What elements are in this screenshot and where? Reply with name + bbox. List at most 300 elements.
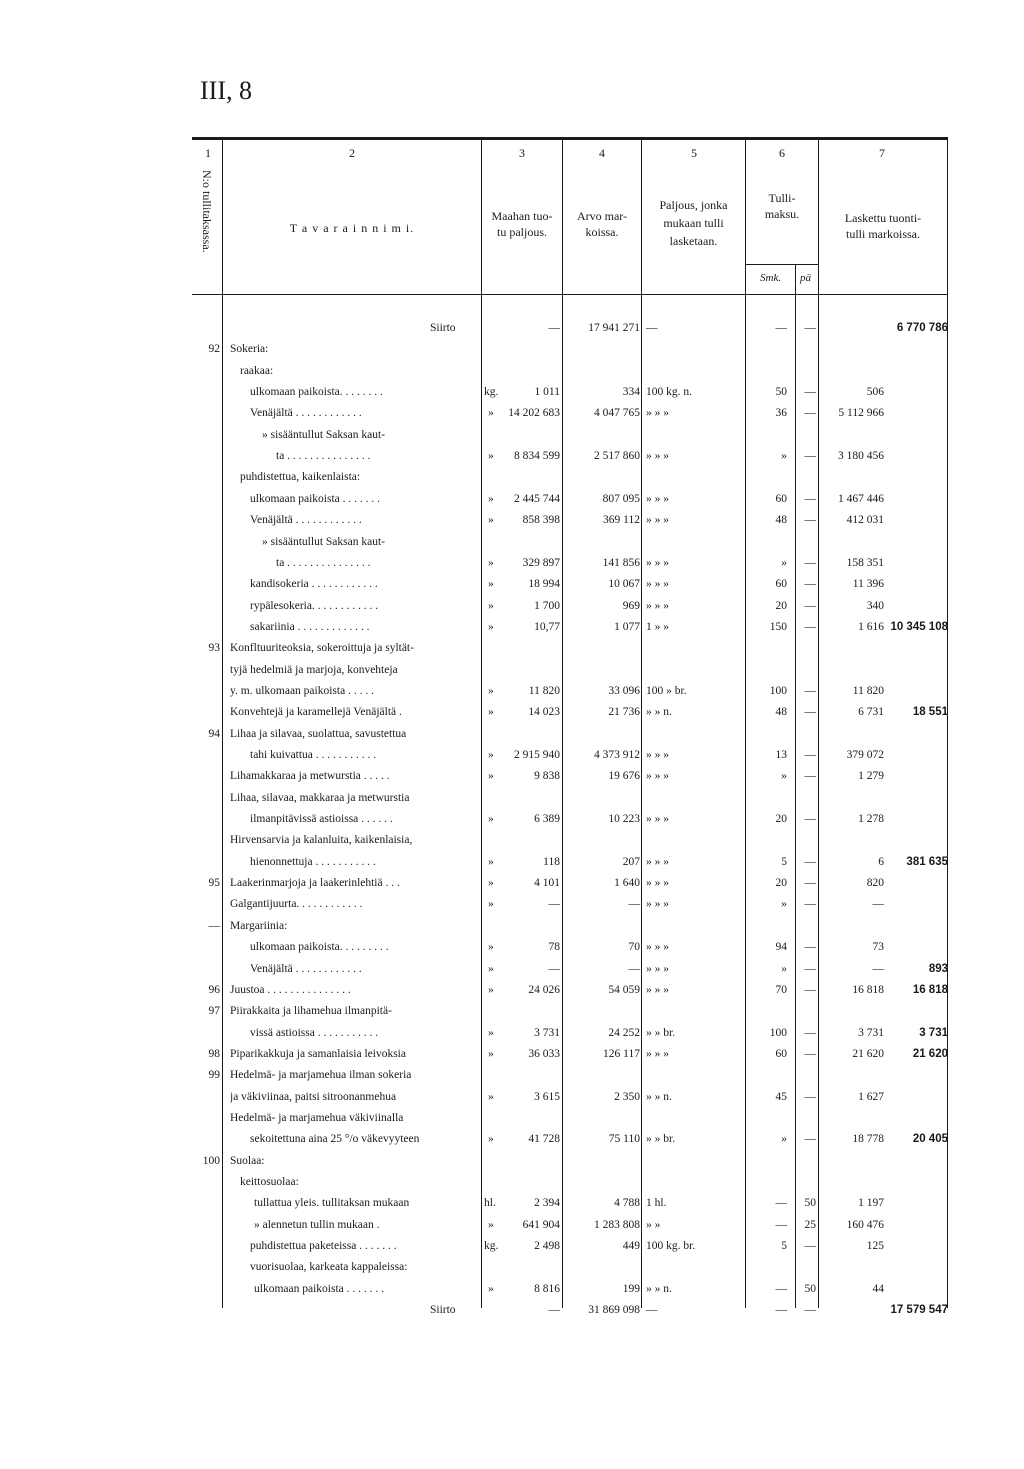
duty-basis: — [646,1304,658,1317]
table-row [0,467,1024,488]
duty-rate-markka: 60 [775,492,787,505]
table-row [0,318,1024,339]
group-total: 16 818 [912,983,948,996]
duty-rate-markka: 20 [775,877,787,890]
duty-rate-markka: 100 [769,684,787,697]
item-name: sakariinia . . . . . . . . . . . . . [250,620,370,633]
header-col5-line2: mukaan tulli [663,216,724,230]
duty-amount: 16 818 [852,983,884,996]
duty-basis: » » » [646,855,669,868]
duty-rate-markka: — [775,1282,787,1295]
unit: » [488,514,494,527]
quantity: 1 011 [534,386,560,399]
unit: » [488,898,494,911]
row-number: 100 [202,1154,220,1167]
duty-basis: » » » [646,578,669,591]
value-markkaa: 24 252 [608,1026,640,1039]
quantity: 641 904 [522,1218,560,1231]
unit: kg. [484,386,499,399]
table-row [0,638,1024,659]
unit: » [488,407,494,420]
table-row [0,660,1024,681]
row-number: 94 [208,727,220,740]
header-bottom-rule [192,294,948,295]
header-col3-line1: Maahan tuo- [491,209,553,223]
header-col5-line1: Paljous, jonka [659,198,728,212]
unit: » [488,620,494,633]
duty-rate-penni: — [804,770,816,783]
duty-rate-penni: 50 [804,1282,816,1295]
table-row [0,361,1024,382]
table-row [0,1023,1024,1044]
value-markkaa: 4 373 912 [594,749,640,761]
duty-amount: 1 616 [858,620,884,633]
table-row [0,425,1024,446]
group-total: 381 635 [906,855,948,868]
row-number: 95 [208,877,220,890]
duty-amount: 820 [866,877,884,890]
duty-rate-penni: — [804,877,816,890]
duty-amount: 73 [872,941,884,954]
value-markkaa: 19 676 [608,770,640,783]
value-markkaa: 10 223 [608,813,640,826]
value-markkaa: 334 [622,386,640,399]
group-total: 10 345 108 [890,620,948,633]
group-total: 20 405 [912,1133,948,1146]
duty-rate-markka: 60 [775,578,787,591]
duty-rate-markka: 94 [775,941,787,954]
page-number: III, 8 [200,76,252,105]
item-name: Lihaa ja silavaa, suolattua, savustettua [230,727,407,740]
item-name: Venäjältä . . . . . . . . . . . . [250,514,362,527]
item-name: Konfltuuriteoksia, sokeroittuja ja syltät- [230,642,414,655]
quantity: 2 915 940 [514,749,560,761]
unit: » [488,1218,494,1231]
unit: » [488,813,494,826]
duty-amount: 158 351 [846,556,884,569]
table-row [0,1257,1024,1278]
item-name: hienonnettuja . . . . . . . . . . . [250,855,376,868]
duty-rate-penni: — [804,962,816,975]
item-name: » sisääntullut Saksan kaut- [262,428,385,441]
table-row [0,553,1024,574]
header-col3-label [482,208,562,240]
duty-basis: » » » [646,962,669,975]
quantity: 1 700 [534,599,560,612]
quantity: 41 728 [528,1133,560,1146]
duty-amount: 5 112 966 [838,407,884,420]
value-markkaa: 2 517 860 [594,450,640,463]
value-markkaa: 369 112 [603,514,640,527]
item-name: puhdistettua paketeissa . . . . . . . [250,1240,397,1253]
duty-basis: » » [646,1218,661,1231]
duty-basis: » » » [646,492,669,505]
item-name: Lihaa, silavaa, makkaraa ja metwurstia [230,791,410,804]
duty-rate-markka: » [781,1133,787,1146]
unit-subrule [745,264,818,265]
duty-rate-markka: 48 [775,706,787,719]
table-row [0,830,1024,851]
item-name: tyjä hedelmiä ja marjoja, konvehteja [230,663,398,676]
header-col5-label [642,196,745,250]
group-total: 21 620 [912,1047,948,1060]
item-name: Laakerinmarjoja ja laakerinlehtiä . . . [230,877,400,890]
quantity: — [548,898,560,911]
item-name: Venäjältä . . . . . . . . . . . . [250,962,362,975]
item-name: ulkomaan paikoista. . . . . . . . . [250,941,389,954]
duty-amount: 412 031 [846,514,884,527]
value-markkaa: 70 [628,941,640,954]
duty-basis: 1 hl. [646,1197,667,1210]
duty-basis: 1 » » [646,620,669,633]
table-row [0,681,1024,702]
duty-amount: 1 467 446 [838,492,884,505]
header-col6-label [746,190,818,222]
duty-amount: 379 072 [846,749,884,761]
duty-basis: — [646,322,658,334]
quantity: — [548,962,560,975]
duty-basis: » » » [646,749,669,761]
duty-amount: 3 731 [858,1026,884,1039]
table-row [0,894,1024,915]
item-name: ta . . . . . . . . . . . . . . . [276,450,371,463]
duty-basis: » » » [646,941,669,954]
table-row [0,489,1024,510]
duty-basis: 100 » br. [646,684,687,697]
table-row [0,1044,1024,1065]
quantity: — [548,322,560,334]
duty-basis: 100 kg. n. [646,386,692,399]
item-name: keittosuolaa: [240,1176,299,1188]
duty-rate-penni: — [804,813,816,826]
duty-rate-penni: — [804,450,816,463]
quantity: 4 101 [534,877,560,890]
duty-rate-penni: — [804,407,816,420]
duty-rate-markka: 150 [769,620,787,633]
duty-rate-penni: — [804,386,816,399]
value-markkaa: 969 [622,599,640,612]
quantity: 18 994 [528,578,560,591]
quantity: 858 398 [522,514,560,527]
table-row [0,403,1024,424]
quantity: 3 731 [534,1026,560,1039]
duty-amount: 3 180 456 [838,450,884,463]
duty-rate-markka: » [781,556,787,569]
duty-rate-penni: — [804,1304,816,1317]
quantity: 36 033 [528,1047,560,1060]
table-row [0,1108,1024,1129]
unit: » [488,1133,494,1146]
row-number: 92 [208,343,220,356]
value-markkaa: — [628,962,640,975]
table-row [0,745,1024,766]
header-col7-label [819,210,947,242]
value-markkaa: 207 [622,855,640,868]
quantity: 329 897 [522,556,560,569]
duty-rate-penni: — [804,941,816,954]
duty-amount: 506 [866,386,884,399]
quantity: 8 834 599 [514,450,560,463]
item-name: raakaa: [240,364,274,377]
duty-amount: — [872,962,884,975]
quantity: 3 615 [534,1090,560,1103]
duty-rate-markka: » [781,770,787,783]
duty-rate-markka: 5 [781,1240,787,1253]
table-row [0,1193,1024,1214]
unit: » [488,1090,494,1103]
duty-amount: 18 778 [852,1133,884,1146]
duty-rate-penni: — [804,514,816,527]
table-row [0,809,1024,830]
group-total: 6 770 786 [896,322,948,334]
duty-rate-penni: — [804,1133,816,1146]
table-row [0,1087,1024,1108]
item-name: ilmanpitävissä astioissa . . . . . . [250,813,393,826]
quantity: 8 816 [534,1282,560,1295]
duty-basis: » » » [646,813,669,826]
table-row [0,702,1024,723]
table-row [0,937,1024,958]
value-markkaa: 199 [622,1282,640,1295]
item-name: Suolaa: [230,1154,265,1167]
duty-basis: » » » [646,898,669,911]
duty-basis: » » » [646,450,669,463]
duty-rate-markka: 60 [775,1047,787,1060]
unit: » [488,556,494,569]
header-col4-line2: koissa. [585,225,619,239]
table-row [0,1236,1024,1257]
duty-rate-markka: 48 [775,514,787,527]
duty-basis: 100 kg. br. [646,1240,696,1253]
unit-markka-label: Smk. [760,272,782,284]
duty-rate-penni: — [804,322,816,334]
row-number: 96 [208,983,220,996]
table-row [0,1129,1024,1150]
quantity: 9 838 [534,770,560,783]
table-row [0,980,1024,1001]
table-row [0,532,1024,553]
duty-basis: » » n. [646,1282,672,1295]
duty-rate-markka: — [775,1304,787,1317]
duty-rate-markka: 13 [775,749,787,761]
unit: kg. [484,1240,499,1253]
duty-amount: 160 476 [846,1218,884,1231]
item-name: ulkomaan paikoista. . . . . . . . [250,386,383,399]
unit: » [488,599,494,612]
duty-rate-penni: — [804,1240,816,1253]
row-number: — [208,919,220,932]
unit: » [488,877,494,890]
duty-amount: 11 396 [852,578,884,591]
table-row [0,1001,1024,1022]
table-row [0,339,1024,360]
table-row [0,446,1024,467]
duty-basis: » » » [646,877,669,890]
table-row [0,574,1024,595]
table-row [0,510,1024,531]
unit: » [488,941,494,954]
quantity: 14 023 [528,706,560,719]
quantity: 6 389 [534,813,560,826]
duty-basis: » » » [646,514,669,527]
colnum-1: 1 [205,146,211,160]
duty-rate-penni: 25 [804,1218,816,1231]
item-name: ta . . . . . . . . . . . . . . . [276,556,371,569]
item-name: Piparikakkuja ja samanlaisia leivoksia [230,1047,406,1060]
duty-rate-markka: 70 [775,983,787,996]
item-name: kandisokeria . . . . . . . . . . . . [250,578,378,591]
unit: » [488,492,494,505]
unit: » [488,450,494,463]
duty-amount: 6 731 [858,706,884,719]
colnum-3: 3 [519,146,525,160]
table-row [0,766,1024,787]
header-col6-line1: Tulli- [768,191,796,205]
unit-penni-label: pä [800,272,811,284]
table-row [0,382,1024,403]
table-row [0,788,1024,809]
value-markkaa: 10 067 [608,578,640,591]
table-row [0,873,1024,894]
value-markkaa: 4 047 765 [594,407,640,420]
item-name: ulkomaan paikoista . . . . . . . [250,492,380,505]
header-col2-label: T a v a r a i n n i m i. [289,221,415,235]
duty-rate-penni: — [804,749,816,761]
unit: » [488,1282,494,1295]
duty-amount: 340 [866,599,884,612]
duty-basis: » » » [646,556,669,569]
quantity: 10,77 [534,620,560,633]
duty-amount: 44 [872,1282,884,1295]
duty-rate-markka: 5 [781,855,787,868]
value-markkaa: 54 059 [608,983,640,996]
item-name: rypälesokeria. . . . . . . . . . . . [250,599,379,612]
item-name: Hedelmä- ja marjamehua ilman sokeria [230,1069,412,1082]
unit: » [488,749,494,761]
duty-basis: » » br. [646,1026,676,1039]
quantity: 78 [548,941,560,954]
duty-rate-penni: — [804,492,816,505]
group-total: 17 579 547 [890,1304,948,1317]
item-name: Margariinia: [230,919,288,932]
colnum-7: 7 [879,146,885,160]
item-name: Lihamakkaraa ja metwurstia . . . . . [230,770,390,783]
duty-amount: — [872,898,884,911]
duty-rate-penni: — [804,898,816,911]
duty-rate-penni: — [804,1090,816,1103]
quantity: 118 [543,855,560,868]
quantity: 24 026 [528,983,560,996]
value-markkaa: 141 856 [602,556,640,569]
duty-rate-markka: 50 [775,386,787,399]
value-markkaa: 1 640 [614,877,640,890]
duty-rate-penni: — [804,855,816,868]
item-name: Piirakkaita ja lihamehua ilmanpitä- [230,1005,392,1018]
value-markkaa: 75 110 [608,1133,640,1146]
table-row [0,596,1024,617]
duty-rate-penni: 50 [804,1197,816,1210]
unit: » [488,983,494,996]
table-row [0,1279,1024,1300]
table-row [0,1065,1024,1086]
duty-rate-penni: — [804,684,816,697]
unit: » [488,1047,494,1060]
colnum-6: 6 [779,146,785,160]
table-row [0,1151,1024,1172]
duty-rate-markka: » [781,898,787,911]
table-row [0,1300,1024,1321]
quantity: 11 820 [528,684,560,697]
header-col4-label [563,208,641,240]
item-name: tahi kuivattua . . . . . . . . . . . [250,749,377,761]
duty-basis: » » br. [646,1133,676,1146]
duty-rate-markka: 20 [775,599,787,612]
header-col7-line1: Laskettu tuonti- [844,211,922,225]
item-name: Hirvensarvia ja kalanluita, kaikenlaisia, [230,834,413,847]
item-name: » sisääntullut Saksan kaut- [262,535,385,548]
item-name: Hedelmä- ja marjamehua väkiviinalla [230,1111,404,1124]
duty-rate-penni: — [804,599,816,612]
table-row [0,916,1024,937]
header-col5-line3: lasketaan. [669,234,718,248]
duty-basis: » » n. [646,1090,672,1103]
duty-rate-penni: — [804,983,816,996]
item-name: vissä astioissa . . . . . . . . . . . [250,1026,379,1039]
duty-rate-penni: — [804,1047,816,1060]
duty-rate-markka: 20 [775,813,787,826]
value-markkaa: 4 788 [614,1197,640,1210]
duty-basis: » » » [646,983,669,996]
table-row [0,959,1024,980]
header-col4-line1: Arvo mar- [576,209,628,223]
duty-basis: » » » [646,1047,669,1060]
group-total: 18 551 [912,706,948,719]
group-total: 893 [928,962,948,975]
duty-rate-penni: — [804,1026,816,1039]
value-markkaa: 17 941 271 [588,322,640,334]
duty-basis: » » » [646,770,669,783]
header-col6-line2: maksu. [764,207,800,221]
item-name: tullattua yleis. tullitaksan mukaan [254,1197,410,1210]
item-name: puhdistettua, kaikenlaista: [240,471,361,484]
duty-rate-penni: — [804,620,816,633]
value-markkaa: 2 350 [614,1090,640,1103]
table-row [0,1172,1024,1193]
value-markkaa: 126 117 [603,1047,640,1060]
duty-amount: 1 279 [858,770,884,783]
item-name: Venäjältä . . . . . . . . . . . . [250,407,362,420]
duty-basis: » » » [646,599,669,612]
item-name: Siirto [430,1304,456,1317]
unit: » [488,684,494,697]
item-name: ja väkiviinaa, paitsi sitroonanmehua [230,1090,397,1103]
quantity: — [548,1304,560,1317]
quantity: 14 202 683 [508,407,560,420]
header-col3-line2: tu paljous. [497,225,547,239]
value-markkaa: 807 095 [602,492,640,505]
duty-rate-penni: — [804,556,816,569]
duty-amount: 1 627 [858,1090,884,1103]
row-number: 99 [208,1069,220,1082]
colnum-2: 2 [349,146,355,160]
duty-rate-penni: — [804,578,816,591]
duty-rate-markka: — [775,322,787,334]
item-name: Konvehtejä ja karamellejä Venäjältä . [230,706,402,719]
colnum-4: 4 [599,146,605,160]
duty-rate-markka: 36 [775,407,787,420]
table-row [0,617,1024,638]
value-markkaa: 21 736 [608,706,640,719]
